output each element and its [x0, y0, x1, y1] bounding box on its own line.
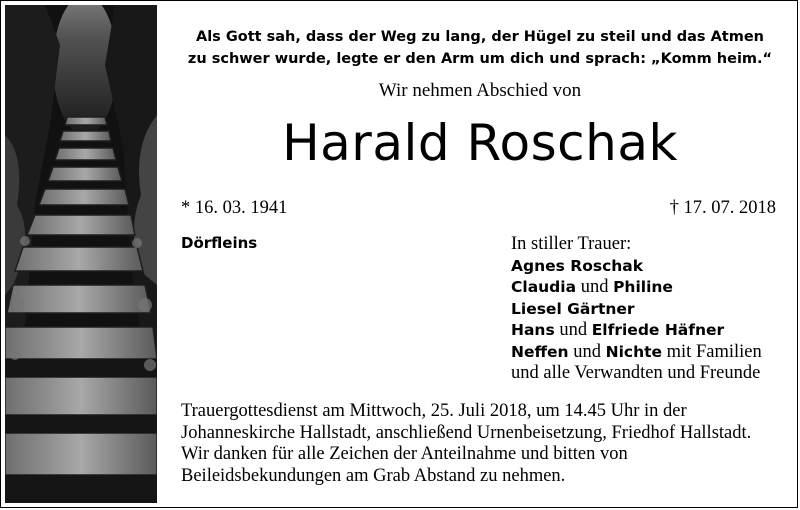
mourner-liesel: Liesel Gärtner	[511, 299, 635, 318]
mourner-elfriede: Elfriede Häfner	[591, 321, 725, 339]
mourner-hans: Hans	[511, 321, 555, 339]
stone-steps-image	[5, 5, 157, 503]
place-of-residence: Dörfleins	[181, 234, 258, 252]
service-line-3: Wir danken für alle Zeichen der Anteilnahme und bitten von	[181, 444, 628, 465]
service-line-1: Trauergottesdienst am Mittwoch, 25. Juli 2018, um 14.45 Uhr in der	[181, 401, 687, 421]
mourner-neffen: Neffen	[511, 342, 569, 361]
service-info	[181, 401, 751, 487]
conjunction: und	[568, 341, 606, 362]
service-line-4: Beileidsbekundungen am Grab Abstand zu nehmen.	[181, 465, 566, 486]
birth-date: * 16. 03. 1941	[181, 198, 288, 218]
stone-steps-photo	[5, 5, 157, 503]
mourners-list	[511, 234, 762, 385]
death-date: † 17. 07. 2018	[669, 198, 776, 218]
relatives-text: und alle Verwandten und Freunde	[511, 363, 761, 383]
conjunction: und	[554, 320, 592, 340]
intro-text: Wir nehmen Abschied von	[378, 80, 582, 101]
mourner-agnes: Agnes Roschak	[511, 256, 644, 275]
families-text: mit Familien	[662, 341, 762, 362]
quote-line-1: Als Gott sah, dass der Weg zu lang, der Hügel zu steil und das Atmen	[195, 29, 765, 45]
mourner-nichte: Nichte	[605, 342, 663, 361]
deceased-name: Harald Roschak	[282, 114, 678, 172]
mourners-heading: In stiller Trauer:	[511, 234, 632, 254]
mourner-philine: Philine	[613, 278, 673, 296]
mourner-claudia: Claudia	[511, 278, 577, 296]
conjunction: und	[576, 277, 614, 297]
quote-line-2: zu schwer wurde, legte er den Arm um dich und sprach: „Komm heim.“	[187, 51, 773, 67]
service-line-2: Johanneskirche Hallstadt, anschließend Urnenbeisetzung, Friedhof Hallstadt.	[181, 422, 752, 443]
